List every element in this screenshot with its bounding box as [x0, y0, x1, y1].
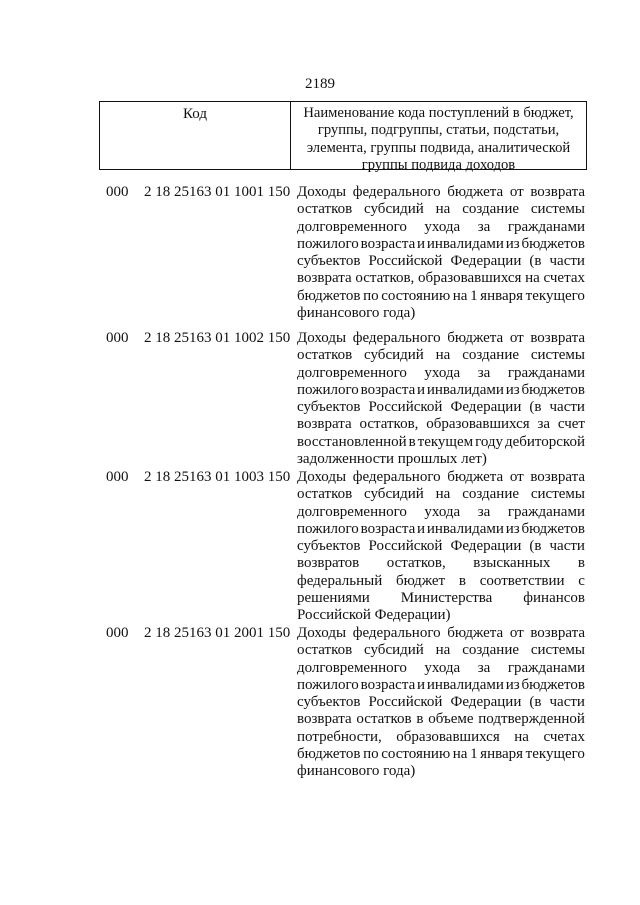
description-line: остатков субсидий на создание системы [297, 201, 585, 218]
code-list [0, 184, 640, 785]
description-line: возврата остатков, образовавшихся на счетах [297, 270, 585, 287]
revenue-code: 2 18 25163 01 1001 150 [144, 184, 291, 200]
revenue-description [297, 625, 585, 781]
code-row [0, 469, 640, 625]
description-line: бюджетов по состоянию на 1 января текущего [297, 287, 585, 304]
code-row [0, 625, 640, 785]
description-line: восстановленной в текущем году дебиторской [297, 433, 585, 450]
admin-code: 000 [106, 330, 129, 346]
description-line: субъектов Российской Федерации (в части [297, 694, 585, 711]
description-line: финансового года) [297, 763, 416, 780]
admin-code: 000 [106, 184, 129, 200]
description-line: Доходы федерального бюджета от возврата [297, 625, 585, 641]
description-line: долговременного ухода за гражданами [297, 218, 585, 235]
description-line: федеральный бюджет в соответствии с [297, 572, 585, 589]
code-row [0, 184, 640, 330]
revenue-code: 2 18 25163 01 1002 150 [144, 330, 291, 346]
revenue-code: 2 18 25163 01 1003 150 [144, 469, 291, 485]
description-line: возврата остатков, образовавшихся за счет [297, 416, 585, 433]
revenue-description [297, 184, 585, 322]
description-line: Российской Федерации) [297, 607, 451, 624]
page-number: 2189 [305, 76, 335, 92]
description-line: возвратов остатков, взысканных в [297, 555, 585, 572]
description-line: долговременного ухода за гражданами [297, 659, 585, 676]
header-name-label: Наименование кода поступлений в бюджет, группы, подгруппы, статьи, подстатьи, элемента, группы подвида, аналитической группы подвида доходов [303, 105, 574, 173]
description-line: финансового года) [297, 305, 416, 322]
description-line: решениями Министерства финансов [297, 590, 585, 607]
description-line: Доходы федерального бюджета от возврата [297, 184, 585, 200]
revenue-description [297, 330, 585, 468]
description-line: пожилого возраста и инвалидами из бюджетов [297, 381, 585, 398]
revenue-code: 2 18 25163 01 2001 150 [144, 625, 291, 641]
description-line: пожилого возраста и инвалидами из бюджетов [297, 235, 585, 252]
description-line: потребности, образовавшихся на счетах [297, 728, 585, 745]
description-line: пожилого возраста и инвалидами из бюджетов [297, 676, 585, 693]
admin-code: 000 [106, 625, 129, 641]
header-table [99, 101, 587, 173]
description-line: задолженности прошлых лет) [297, 451, 487, 468]
revenue-description [297, 469, 585, 625]
code-row [0, 330, 640, 469]
description-line: субъектов Российской Федерации (в части [297, 538, 585, 555]
description-line: остатков субсидий на создание системы [297, 347, 585, 364]
description-line: Доходы федерального бюджета от возврата [297, 469, 585, 485]
description-line: субъектов Российской Федерации (в части [297, 253, 585, 270]
description-line: остатков субсидий на создание системы [297, 486, 585, 503]
description-line: возврата остатков в объеме подтвержденной [297, 711, 585, 728]
description-line: остатков субсидий на создание системы [297, 642, 585, 659]
description-line: Доходы федерального бюджета от возврата [297, 330, 585, 346]
header-code-label: Код [100, 102, 291, 169]
admin-code: 000 [106, 469, 129, 485]
description-line: бюджетов по состоянию на 1 января текущего [297, 746, 585, 763]
description-line: субъектов Российской Федерации (в части [297, 399, 585, 416]
description-line: пожилого возраста и инвалидами из бюджетов [297, 520, 585, 537]
description-line: долговременного ухода за гражданами [297, 503, 585, 520]
description-line: долговременного ухода за гражданами [297, 364, 585, 381]
